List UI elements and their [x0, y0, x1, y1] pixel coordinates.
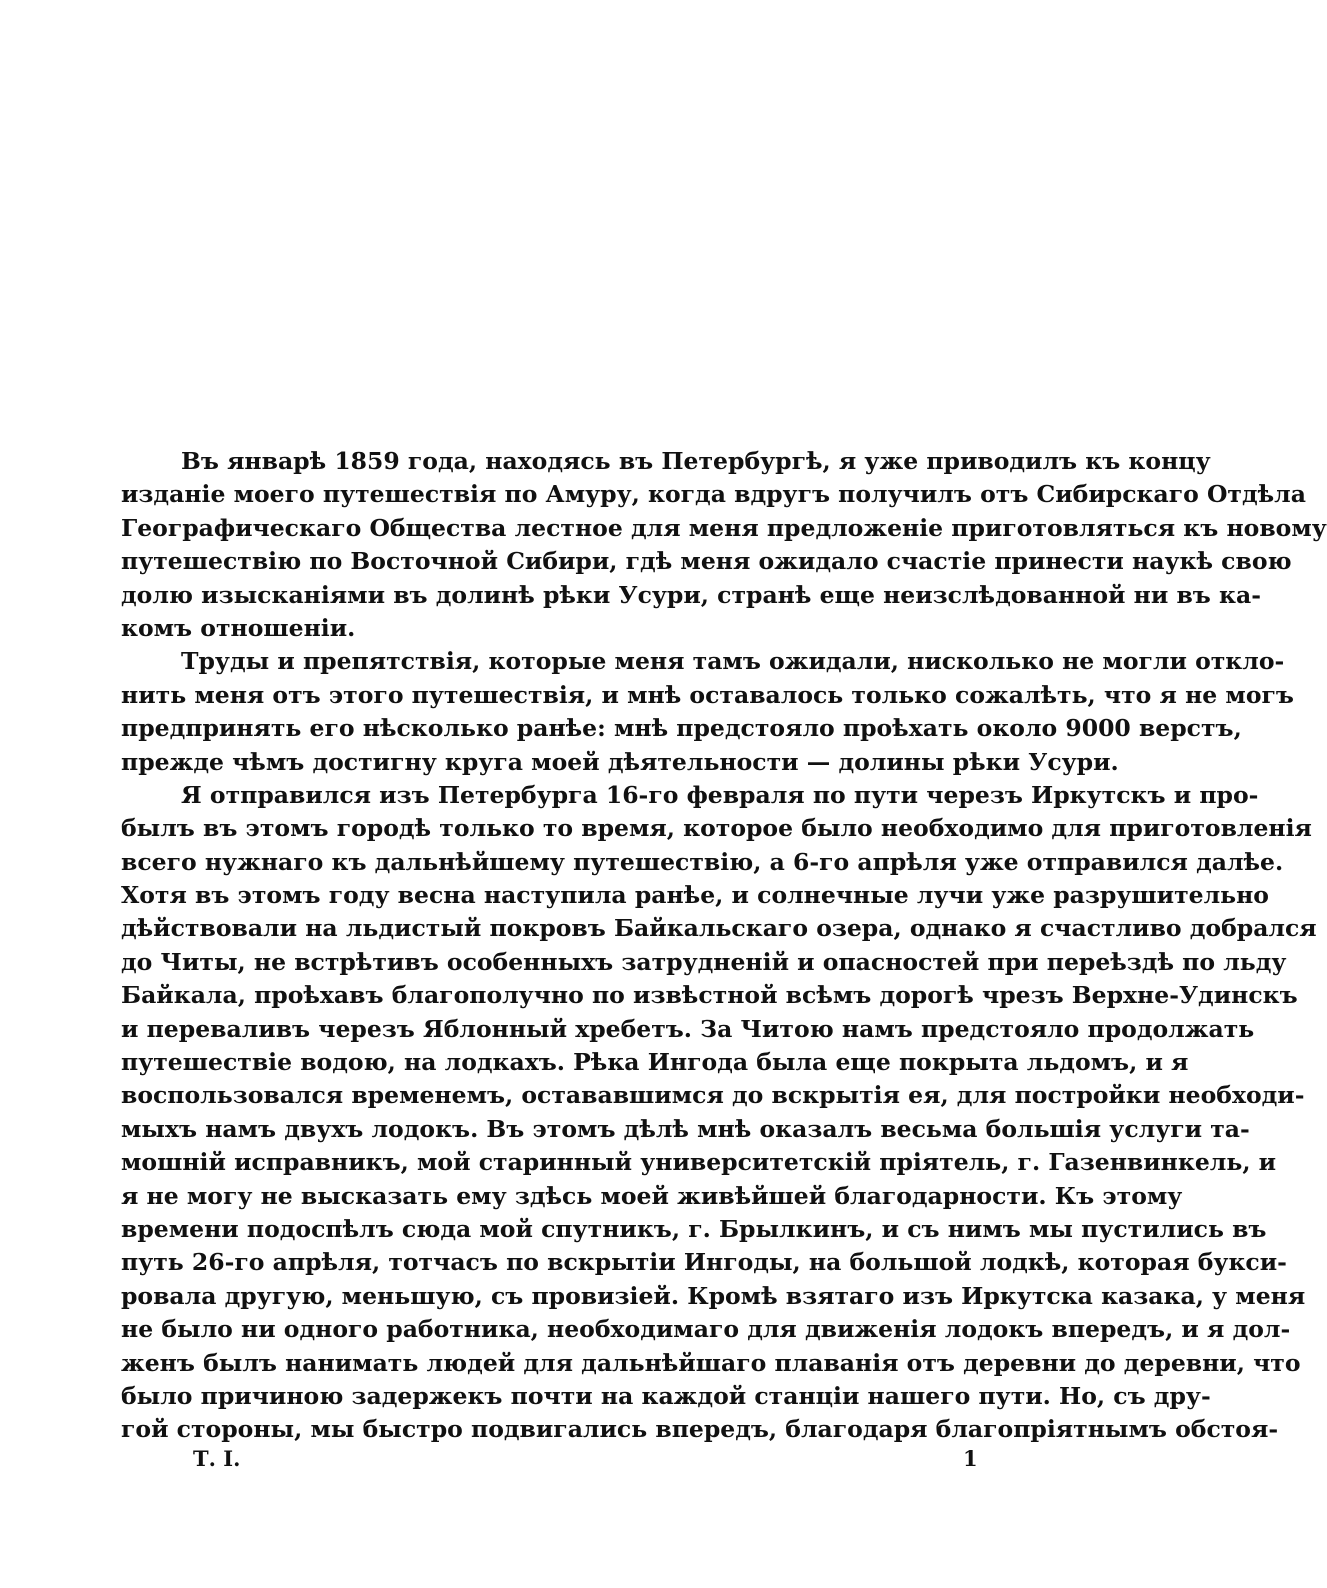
text-line: всего нужнаго къ дальнѣйшему путешествію, а 6-го апрѣля уже отправился далѣе. — [121, 847, 1284, 876]
text-line: мошній исправникъ, мой старинный университетскій пріятель, г. Газенвинкель, и — [121, 1148, 1277, 1177]
text-line: былъ въ этомъ городѣ только то время, которое было необходимо для приготовленія — [121, 814, 1312, 843]
text-line: женъ былъ нанимать людей для дальнѣйшаго плаванія отъ деревни до деревни, что — [121, 1348, 1301, 1377]
text-line: было причиною задержекъ почти на каждой станціи нашего пути. Но, съ дру- — [121, 1381, 1211, 1410]
text-line: гой стороны, мы быстро подвигались впередъ, благодаря благопріятнымъ обстоя- — [121, 1415, 1279, 1444]
text-line: Въ январѣ 1859 года, находясь въ Петербургѣ, я уже приводилъ къ концу — [181, 447, 1211, 475]
text-line: не было ни одного работника, необходимаго для движенія лодокъ впередъ, и я дол- — [121, 1315, 1291, 1344]
text-line: путешествіе водою, на лодкахъ. Рѣка Ингода была еще покрыта льдомъ, и я — [121, 1048, 1189, 1077]
text-line: я не могу не высказать ему здѣсь моей живѣйшей благодарности. Къ этому — [121, 1181, 1183, 1210]
text-line: прежде чѣмъ достигну круга моей дѣятельности — долины рѣки Усури. — [121, 747, 1119, 776]
text-line: дѣйствовали на льдистый покровъ Байкальскаго озера, однако я счастливо добрался — [121, 914, 1317, 943]
text-line: комъ отношеніи. — [121, 613, 356, 642]
text-line: Труды и препятствія, которые меня тамъ ожидали, нисколько не могли откло- — [181, 647, 1285, 676]
paragraph-2 — [121, 645, 1294, 779]
text-line: Байкала, проѣхавъ благополучно по извѣстной всѣмъ дорогѣ чрезъ Верхне-Удинскъ — [121, 981, 1298, 1010]
body-text — [121, 445, 1327, 1447]
text-line: долю изысканіями въ долинѣ рѣки Усури, странѣ еще неизслѣдованной ни въ ка- — [121, 580, 1261, 609]
page-footer — [0, 1446, 1191, 1478]
text-line: Хотя въ этомъ году весна наступила ранѣе, и солнечные лучи уже разрушительно — [121, 881, 1269, 910]
text-line: изданіе моего путешествія по Амуру, когда вдругъ получилъ отъ Сибирскаго Отдѣла — [121, 480, 1306, 509]
text-line: предпринять его нѣсколько ранѣе: мнѣ предстояло проѣхать около 9000 верстъ, — [121, 714, 1242, 743]
signature-mark: Т. I. — [193, 1446, 241, 1471]
text-line: Географическаго Общества лестное для меня предложеніе приготовляться къ новому — [121, 513, 1327, 542]
text-line: до Читы, не встрѣтивъ особенныхъ затрудненій и опасностей при переѣздѣ по льду — [121, 947, 1287, 976]
text-line: мыхъ намъ двухъ лодокъ. Въ этомъ дѣлѣ мнѣ оказалъ весьма большія услуги та- — [121, 1114, 1250, 1143]
page-number: 1 — [963, 1446, 978, 1471]
text-line: Я отправился изъ Петербурга 16-го февраля по пути черезъ Иркутскъ и про- — [181, 780, 1259, 809]
text-line: путь 26-го апрѣля, тотчасъ по вскрытіи Ингоды, на большой лодкѣ, которая букси- — [121, 1248, 1287, 1277]
text-line: нить меня отъ этого путешествія, и мнѣ оставалось только сожалѣть, что я не могъ — [121, 680, 1294, 709]
text-line: воспользовался временемъ, остававшимся до вскрытія ея, для постройки необходи- — [121, 1081, 1305, 1110]
paragraph-3 — [121, 779, 1317, 1447]
text-line: и переваливъ черезъ Яблонный хребетъ. За Читою намъ предстояло продолжать — [121, 1014, 1255, 1043]
text-line: путешествію по Восточной Сибири, гдѣ меня ожидало счастіе принести наукѣ свою — [121, 547, 1292, 576]
text-line: ровала другую, меньшую, съ провизіей. Кромѣ взятаго изъ Иркутска казака, у меня — [121, 1281, 1306, 1310]
paragraph-1 — [121, 445, 1327, 645]
text-line: времени подоспѣлъ сюда мой спутникъ, г. Брылкинъ, и съ нимъ мы пустились въ — [121, 1214, 1267, 1243]
